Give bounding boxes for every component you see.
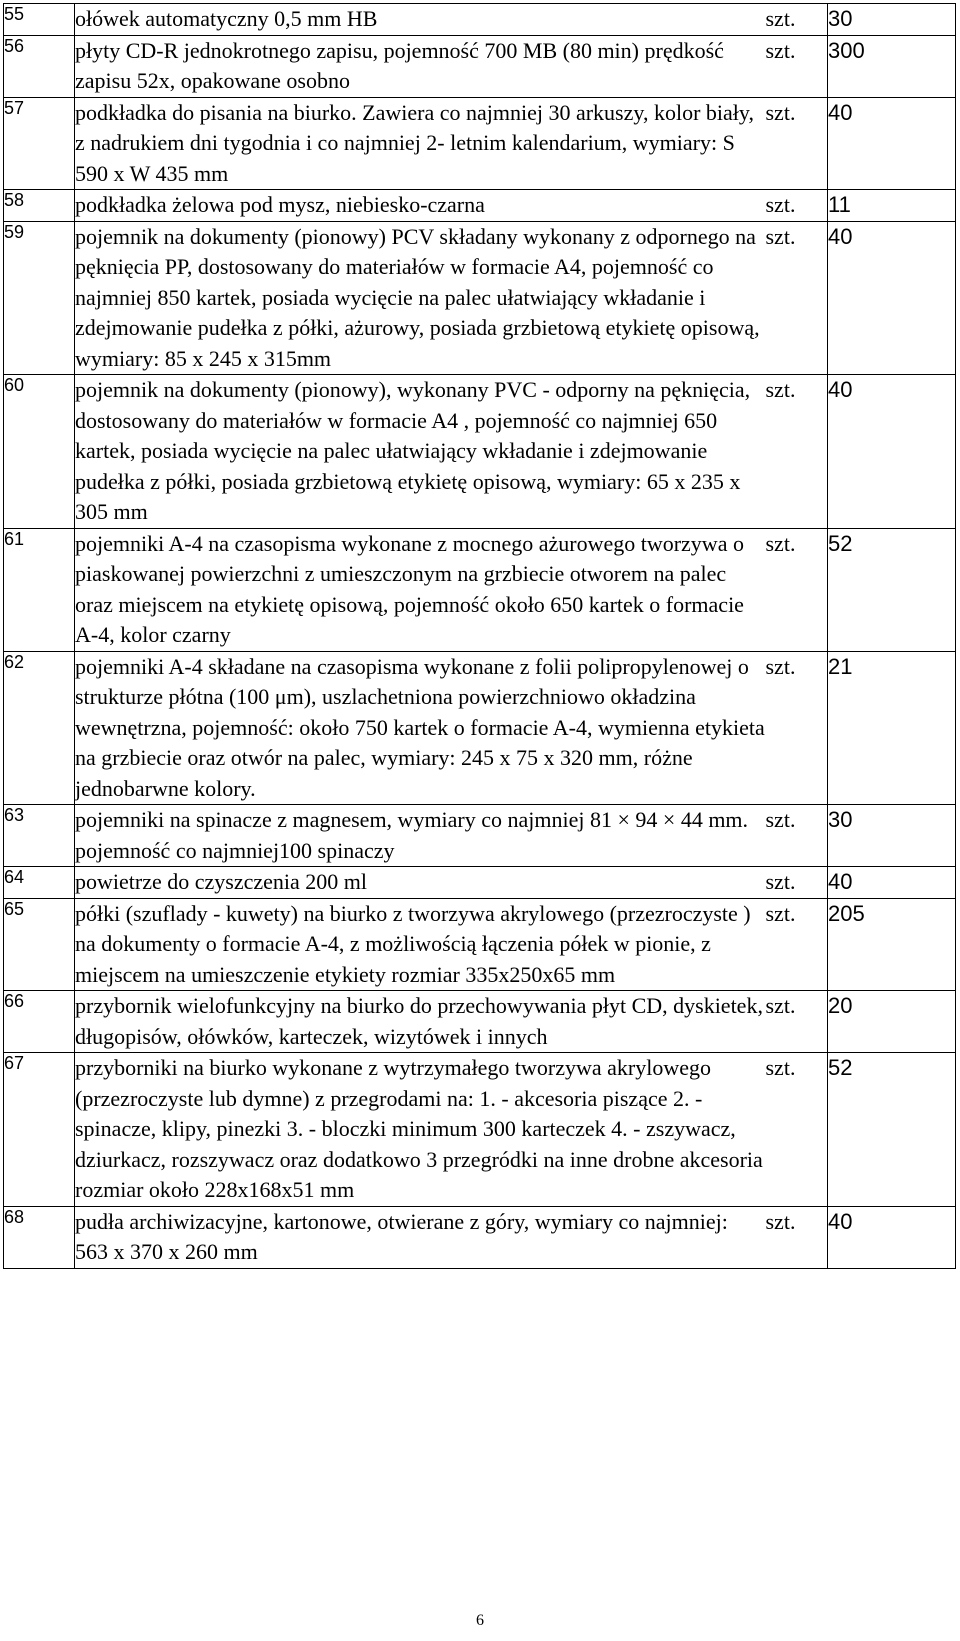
item-description: pojemniki A-4 składane na czasopisma wykonane z folii polipropylenowej o strukturze płótna (100 μm), uszlachetniona powierzchniowo okładzina wewnętrzna, pojemność: około 750 kartek o formacie A-4, wymienna etykieta na grzbiecie oraz otwór na palec, wymiary: 245 x 75 x 320 mm, różne jednobarwne kolory. xyxy=(75,653,765,801)
item-number-cell xyxy=(4,375,75,529)
item-quantity: 40 xyxy=(828,1208,853,1234)
item-unit-cell xyxy=(766,805,828,867)
item-unit-cell xyxy=(766,190,828,222)
table-row xyxy=(4,97,956,190)
item-unit: szt. xyxy=(765,223,796,249)
item-description: pojemniki A-4 na czasopisma wykonane z mocnego ażurowego tworzywa o piaskowanej powierzchni z umieszczonym na grzbiecie otworem na palec oraz miejscem na etykietę opisową, pojemność około 650 kartek o formacie A-4, kolor czarny xyxy=(75,530,744,647)
item-unit: szt. xyxy=(765,1055,796,1080)
item-quantity-cell xyxy=(828,4,956,36)
item-unit: szt. xyxy=(765,1208,796,1234)
item-unit: szt. xyxy=(765,993,796,1018)
item-unit-cell xyxy=(766,991,828,1053)
item-number-cell xyxy=(4,35,75,97)
item-unit-cell xyxy=(766,1053,828,1207)
table-row xyxy=(4,528,956,651)
item-description-cell xyxy=(75,651,766,805)
item-quantity: 300 xyxy=(828,37,865,63)
item-quantity: 40 xyxy=(828,869,853,894)
table-row xyxy=(4,221,956,375)
item-unit-cell xyxy=(766,528,828,651)
table-row xyxy=(4,4,956,36)
item-quantity: 40 xyxy=(828,223,853,249)
item-description-cell xyxy=(75,898,766,991)
item-description: przybornik wielofunkcyjny na biurko do przechowywania płyt CD, dyskietek, długopisów, ołówków, karteczek, wizytówek i innych xyxy=(75,993,763,1049)
item-description-cell xyxy=(75,867,766,899)
item-unit-cell xyxy=(766,97,828,190)
item-description: ołówek automatyczny 0,5 mm HB xyxy=(75,6,378,31)
table-row xyxy=(4,35,956,97)
item-quantity-cell xyxy=(828,867,956,899)
item-description-cell xyxy=(75,991,766,1053)
item-number-cell xyxy=(4,1206,75,1268)
item-unit: szt. xyxy=(765,900,796,926)
item-unit-cell xyxy=(766,221,828,375)
item-description-cell xyxy=(75,805,766,867)
item-quantity-cell xyxy=(828,1053,956,1207)
item-number: 63 xyxy=(4,805,25,825)
item-quantity: 30 xyxy=(828,807,853,832)
item-number-cell xyxy=(4,1053,75,1207)
item-description: pojemniki na spinacze z magnesem, wymiary co najmniej 81 × 94 × 44 mm. pojemność co najmniej100 spinaczy xyxy=(75,807,749,863)
item-unit-cell xyxy=(766,651,828,805)
item-quantity: 11 xyxy=(828,192,851,217)
item-number: 62 xyxy=(4,651,25,672)
item-number: 59 xyxy=(4,221,25,242)
item-description-cell xyxy=(75,528,766,651)
item-description: podkładka do pisania na biurko. Zawiera co najmniej 30 arkuszy, kolor biały, z nadrukiem dni tygodnia i co najmniej 2- letnim kalendarium, wymiary: S 590 x W 435 mm xyxy=(75,99,754,186)
item-unit: szt. xyxy=(765,99,796,125)
item-description-cell xyxy=(75,97,766,190)
item-quantity: 40 xyxy=(828,99,853,125)
item-unit: szt. xyxy=(765,192,796,217)
item-description-cell xyxy=(75,1053,766,1207)
item-number: 64 xyxy=(4,867,25,887)
item-description-cell xyxy=(75,1206,766,1268)
item-unit: szt. xyxy=(765,807,796,832)
item-quantity: 21 xyxy=(828,653,853,679)
item-quantity-cell xyxy=(828,528,956,651)
item-quantity-cell xyxy=(828,35,956,97)
table-row xyxy=(4,1053,956,1207)
item-description: pojemnik na dokumenty (pionowy), wykonany PVC - odporny na pęknięcia, dostosowany do materiałów w formacie A4 , pojemność co najmniej 650 kartek, posiada wycięcie na palec ułatwiający wkładanie i zdejmowanie pudełka z półki, posiada grzbietową etykietę opisową, wymiary: 65 x 235 x 305 mm xyxy=(75,377,751,524)
item-number: 60 xyxy=(4,375,25,395)
table-row xyxy=(4,651,956,805)
table-row xyxy=(4,375,956,529)
item-description: przyborniki na biurko wykonane z wytrzymałego tworzywa akrylowego (przezroczyste lub dymne) z przegrodami na: 1. - akcesoria piszące 2. - spinacze, klipy, pinezki 3. - bloczki minimum 300 karteczek 4. - zszywacz, dziurkacz, rozszywacz oraz dodatkowo 3 przegródki na inne drobne akcesoria rozmiar około 228x168x51 mm xyxy=(75,1055,763,1202)
item-quantity-cell xyxy=(828,898,956,991)
table-row xyxy=(4,867,956,899)
item-quantity: 20 xyxy=(828,993,853,1018)
item-unit-cell xyxy=(766,35,828,97)
item-number: 57 xyxy=(4,97,25,118)
page-number: 6 xyxy=(476,1612,484,1629)
item-number: 56 xyxy=(4,35,25,56)
item-quantity: 52 xyxy=(828,530,853,556)
item-number: 68 xyxy=(4,1206,25,1227)
table-row xyxy=(4,1206,956,1268)
item-number-cell xyxy=(4,221,75,375)
item-unit-cell xyxy=(766,4,828,36)
item-number: 65 xyxy=(4,898,25,919)
item-quantity-cell xyxy=(828,375,956,529)
item-number-cell xyxy=(4,867,75,899)
item-quantity-cell xyxy=(828,651,956,805)
item-description-cell xyxy=(75,190,766,222)
item-quantity: 40 xyxy=(828,377,853,402)
item-unit-cell xyxy=(766,867,828,899)
item-number-cell xyxy=(4,651,75,805)
item-unit-cell xyxy=(766,898,828,991)
item-unit-cell xyxy=(766,375,828,529)
item-quantity: 52 xyxy=(828,1055,853,1080)
table-row xyxy=(4,991,956,1053)
item-description: płyty CD-R jednokrotnego zapisu, pojemność 700 MB (80 min) prędkość zapisu 52x, opakowane osobno xyxy=(75,37,724,93)
table-row xyxy=(4,805,956,867)
item-unit: szt. xyxy=(765,377,796,402)
item-number: 58 xyxy=(4,190,25,210)
item-quantity-cell xyxy=(828,1206,956,1268)
item-number-cell xyxy=(4,190,75,222)
item-quantity-cell xyxy=(828,221,956,375)
item-quantity: 30 xyxy=(828,6,853,31)
table-row xyxy=(4,898,956,991)
item-description: podkładka żelowa pod mysz, niebiesko-czarna xyxy=(75,192,485,217)
item-description: pudła archiwizacyjne, kartonowe, otwierane z góry, wymiary co najmniej: 563 x 370 x 260 mm xyxy=(75,1208,728,1264)
item-unit: szt. xyxy=(765,869,796,894)
item-number: 67 xyxy=(4,1053,25,1073)
item-quantity-cell xyxy=(828,991,956,1053)
item-description-cell xyxy=(75,35,766,97)
table-row xyxy=(4,190,956,222)
item-description: półki (szuflady - kuwety) na biurko z tworzywa akrylowego (przezroczyste ) na dokumenty o formacie A-4, z możliwością łączenia półek w pionie, z miejscem na umieszczenie etykiety rozmiar 335x250x65 mm xyxy=(75,900,751,987)
item-description-cell xyxy=(75,375,766,529)
item-number: 55 xyxy=(4,4,25,24)
item-quantity-cell xyxy=(828,190,956,222)
item-number-cell xyxy=(4,805,75,867)
item-description-cell xyxy=(75,221,766,375)
item-unit: szt. xyxy=(765,37,796,63)
item-number: 61 xyxy=(4,528,25,549)
item-quantity-cell xyxy=(828,805,956,867)
item-unit: szt. xyxy=(765,6,796,31)
items-table xyxy=(3,3,956,1269)
item-description: pojemnik na dokumenty (pionowy) PCV składany wykonany z odpornego na pęknięcia PP, dostosowany do materiałów w formacie A4, pojemność co najmniej 850 kartek, posiada wycięcie na palec ułatwiający wkładanie i zdejmowanie pudełka z półki, ażurowy, posiada grzbietową etykietę opisową, wymiary: 85 x 245 x 315mm xyxy=(75,223,760,371)
item-unit: szt. xyxy=(765,530,796,556)
item-number-cell xyxy=(4,4,75,36)
item-quantity-cell xyxy=(828,97,956,190)
item-quantity: 205 xyxy=(828,900,865,926)
item-unit-cell xyxy=(766,1206,828,1268)
item-number-cell xyxy=(4,898,75,991)
item-unit: szt. xyxy=(765,653,796,679)
item-description: powietrze do czyszczenia 200 ml xyxy=(75,869,367,894)
item-number-cell xyxy=(4,97,75,190)
item-description-cell xyxy=(75,4,766,36)
item-number-cell xyxy=(4,991,75,1053)
items-table-body xyxy=(4,4,956,1269)
item-number-cell xyxy=(4,528,75,651)
item-number: 66 xyxy=(4,991,25,1011)
